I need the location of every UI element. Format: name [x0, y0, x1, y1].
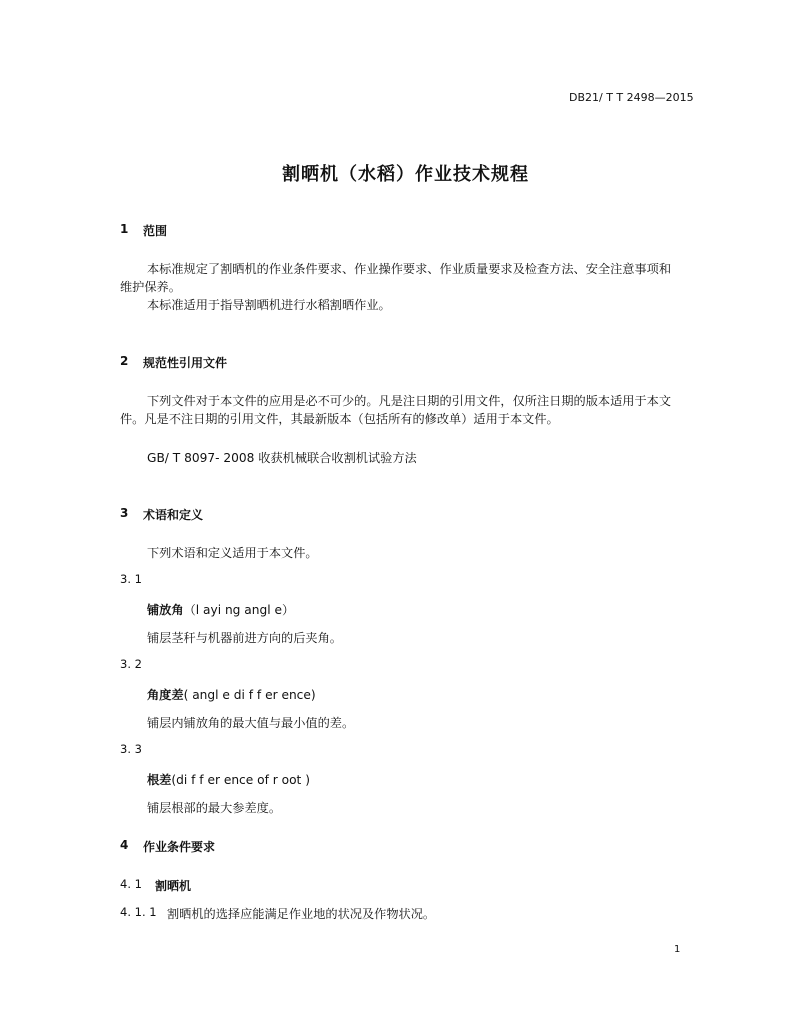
section-2-paragraph-line-2: 件。凡是不注日期的引用文件，其最新版本（包括所有的修改单）适用于本文件。 [120, 412, 559, 426]
page-title: 割晒机（水稻）作业技术规程 [282, 164, 529, 185]
subsection-4-1-1-number: 4. 1. 1 [120, 905, 157, 919]
term-definition: 铺层根部的最大参差度。 [147, 801, 282, 815]
subsection-4-1-heading: 割晒机 [155, 879, 192, 893]
section-3-number: 3 [120, 506, 129, 520]
term-definition: 铺层内铺放角的最大值与最小值的差。 [147, 716, 355, 730]
section-2-number: 2 [120, 354, 129, 368]
term-english: （l ayi ng angl e） [183, 603, 295, 617]
section-1-paragraph-1-line-2: 维护保养。 [120, 280, 181, 294]
term-number: 3. 2 [120, 657, 142, 671]
document-number: DB21/ T T 2498—2015 [569, 91, 694, 104]
term-title [147, 601, 294, 618]
section-4-heading: 作业条件要求 [143, 840, 216, 854]
section-1-paragraph-2: 本标准适用于指导割晒机进行水稻割晒作业。 [147, 298, 391, 312]
normative-reference: GB/ T 8097- 2008 收获机械联合收割机试验方法 [147, 451, 417, 465]
term-english: ( angl e di f f er ence) [183, 688, 316, 702]
section-2-heading: 规范性引用文件 [143, 356, 228, 370]
term-name: 铺放角 [147, 603, 184, 617]
section-1-number: 1 [120, 222, 129, 236]
term-definition: 铺层茎秆与机器前进方向的后夹角。 [147, 631, 342, 645]
section-4-number: 4 [120, 838, 129, 852]
section-1-paragraph-1-line-1: 本标准规定了割晒机的作业条件要求、作业操作要求、作业质量要求及检查方法、安全注意事项和 [147, 262, 672, 276]
term-number: 3. 1 [120, 572, 142, 586]
term-title [147, 686, 316, 703]
term-number: 3. 3 [120, 742, 142, 756]
term-name: 角度差 [147, 688, 184, 702]
section-3-heading: 术语和定义 [143, 508, 204, 522]
term-english: (di f f er ence of r oot ) [171, 773, 310, 787]
term-name: 根差 [147, 773, 172, 787]
subsection-4-1-number: 4. 1 [120, 877, 142, 891]
section-3-intro: 下列术语和定义适用于本文件。 [147, 546, 318, 560]
section-2-paragraph-line-1: 下列文件对于本文件的应用是必不可少的。凡是注日期的引用文件，仅所注日期的版本适用于本文 [147, 394, 672, 408]
subsection-4-1-1-text: 割晒机的选择应能满足作业地的状况及作物状况。 [167, 907, 436, 921]
page-number: 1 [674, 944, 681, 955]
term-title [147, 771, 310, 788]
section-1-heading: 范围 [143, 224, 168, 238]
